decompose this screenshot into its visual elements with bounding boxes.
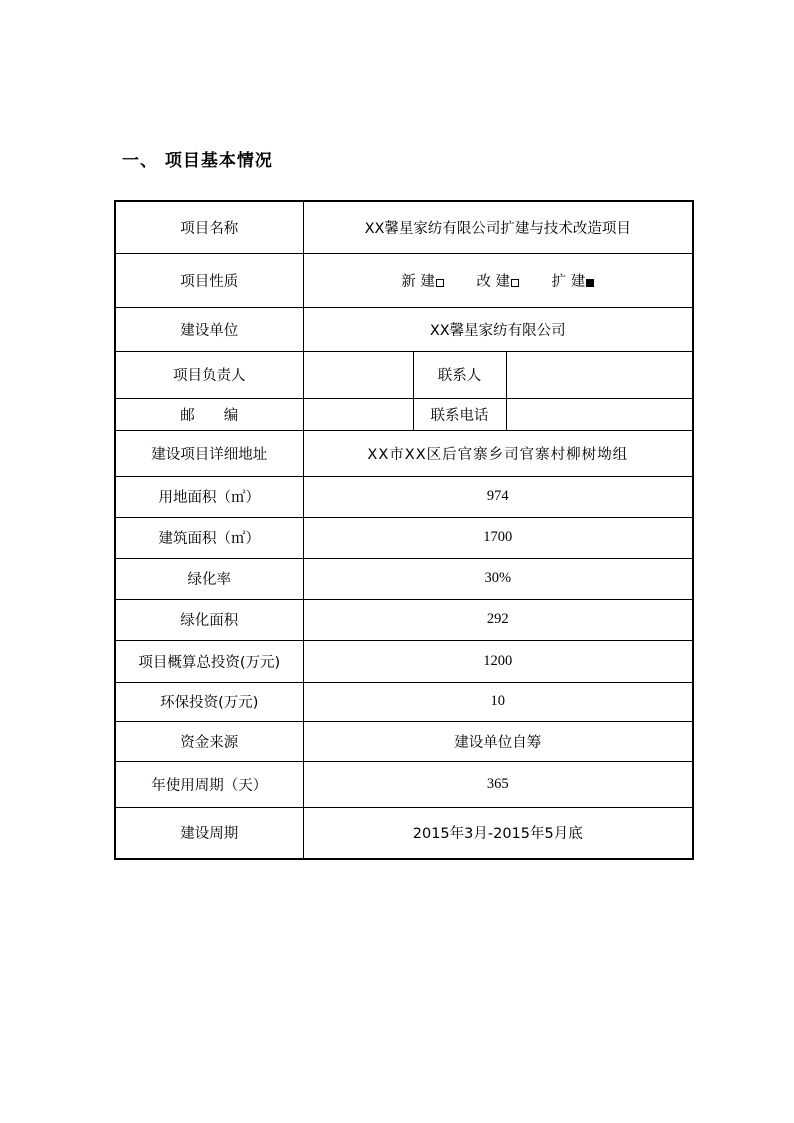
label-annual-days: 年使用周期（天）: [115, 761, 303, 807]
label-env-investment: 环保投资(万元): [115, 682, 303, 721]
checkbox-rebuild: [511, 279, 519, 287]
row-total-investment: [115, 640, 693, 682]
label-green-area: 绿化面积: [115, 599, 303, 640]
option-expand: 扩 建: [552, 274, 595, 290]
row-building-area: [115, 517, 693, 558]
label-building-area: 建筑面积（㎡）: [115, 517, 303, 558]
checkbox-expand: [586, 279, 594, 287]
value-contact-phone: [506, 398, 693, 430]
row-env-investment: [115, 682, 693, 721]
section-heading: 一、 项目基本情况: [122, 151, 273, 171]
value-postcode: [303, 398, 413, 430]
label-construction-period: 建设周期: [115, 807, 303, 859]
value-building-area: 1700: [303, 517, 693, 558]
label-construction-unit: 建设单位: [115, 307, 303, 351]
label-project-nature: 项目性质: [115, 253, 303, 307]
label-project-leader: 项目负责人: [115, 351, 303, 398]
value-total-investment: 1200: [303, 640, 693, 682]
value-annual-days: 365: [303, 761, 693, 807]
label-green-rate: 绿化率: [115, 558, 303, 599]
value-green-area: 292: [303, 599, 693, 640]
row-address: [115, 430, 693, 476]
value-project-name: XX馨星家纺有限公司扩建与技术改造项目: [303, 201, 693, 253]
label-address: 建设项目详细地址: [115, 430, 303, 476]
label-land-area: 用地面积（㎡）: [115, 476, 303, 517]
value-project-nature: [303, 253, 693, 307]
value-env-investment: 10: [303, 682, 693, 721]
value-fund-source: 建设单位自筹: [303, 721, 693, 761]
row-green-rate: [115, 558, 693, 599]
option-new-build: 新 建: [401, 274, 444, 290]
value-address: XX市XX区后官寨乡司官寨村柳树坳组: [303, 430, 693, 476]
row-green-area: [115, 599, 693, 640]
value-construction-period: 2015年3月-2015年5月底: [303, 807, 693, 859]
row-project-leader: [115, 351, 693, 398]
label-total-investment: 项目概算总投资(万元): [115, 640, 303, 682]
row-project-nature: [115, 253, 693, 307]
value-green-rate: 30%: [303, 558, 693, 599]
row-construction-unit: [115, 307, 693, 351]
option-rebuild: 改 建: [476, 274, 519, 290]
label-contact-phone: 联系电话: [413, 398, 506, 430]
label-project-name: 项目名称: [115, 201, 303, 253]
row-fund-source: [115, 721, 693, 761]
project-info-table: [114, 200, 694, 860]
row-annual-days: [115, 761, 693, 807]
checkbox-new-build: [436, 279, 444, 287]
value-contact-person: [506, 351, 693, 398]
label-postcode: 邮 编: [115, 398, 303, 430]
row-land-area: [115, 476, 693, 517]
row-project-name: [115, 201, 693, 253]
label-contact-person: 联系人: [413, 351, 506, 398]
value-construction-unit: XX馨星家纺有限公司: [303, 307, 693, 351]
label-fund-source: 资金来源: [115, 721, 303, 761]
row-construction-period: [115, 807, 693, 859]
row-postcode: [115, 398, 693, 430]
value-land-area: 974: [303, 476, 693, 517]
value-project-leader: [303, 351, 413, 398]
